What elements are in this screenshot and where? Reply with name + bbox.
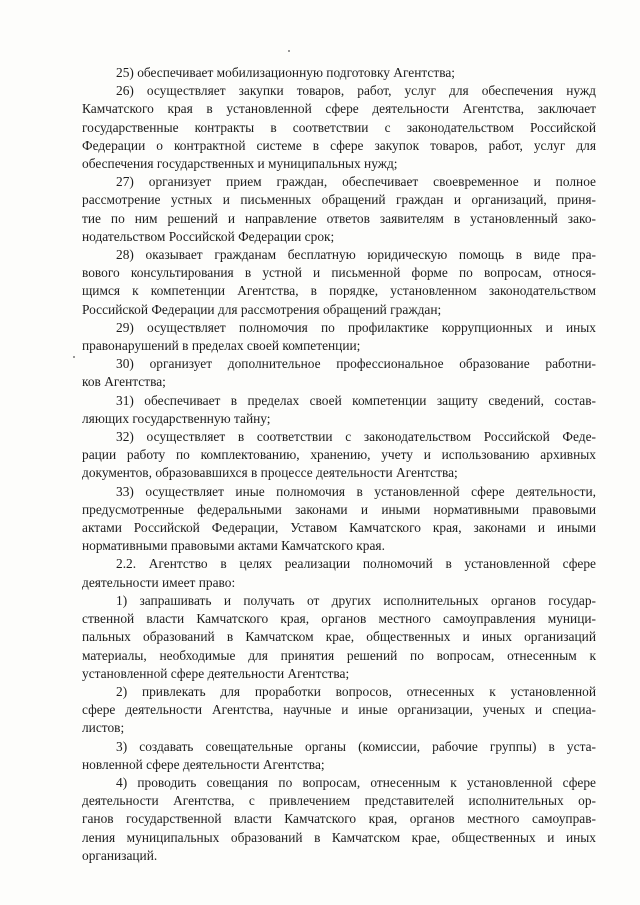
document-paragraph — [82, 173, 596, 246]
scan-speck — [288, 50, 290, 52]
document-paragraph — [82, 774, 596, 865]
text-line: ственной власти Камчатского края, органов местного самоуправления муници- — [82, 611, 596, 627]
text-line: государственные контракты в соответствии с законодательством Российской — [82, 119, 596, 135]
text-line: 33) осуществляет иные полномочия в установленной сфере деятельности, — [116, 483, 596, 499]
text-line: ляющих государственную тайну; — [82, 410, 271, 426]
text-line: установленной сфере деятельности Агентства; — [82, 665, 350, 681]
document-paragraph — [82, 64, 596, 82]
document-paragraph — [82, 738, 596, 774]
text-line: Федерации о контрактной системе в сфере закупок товаров, работ, услуг для — [82, 137, 596, 153]
document-paragraph — [82, 246, 596, 319]
text-line: ганов государственной власти Камчатского края, органов местного самоуправ- — [82, 811, 596, 827]
text-line: вового консультирования в устной и письменной форме по вопросам, относя- — [82, 265, 596, 281]
text-line: материалы, необходимые для принятия решений по вопросам, отнесенным к — [82, 647, 596, 663]
document-page — [82, 64, 596, 865]
text-line: 26) осуществляет закупки товаров, работ, услуг для обеспечения нужд — [116, 83, 596, 99]
text-line: 28) оказывает гражданам бесплатную юридическую помощь в виде пра- — [116, 247, 596, 263]
document-paragraph — [82, 355, 596, 391]
text-line: 2) привлекать для проработки вопросов, отнесенных к установленной — [116, 683, 596, 699]
text-line: новленной сфере деятельности Агентства; — [82, 756, 325, 772]
document-paragraph — [82, 683, 596, 738]
text-line: 1) запрашивать и получать от других исполнительных органов государ- — [116, 592, 596, 608]
text-line: тие по ним решений и направление ответов заявителям в установленный зако- — [82, 210, 596, 226]
text-line: Российской Федерации для рассмотрения обращений граждан; — [82, 301, 442, 317]
text-line: 31) обеспечивает в пределах своей компетенции защиту сведений, состав- — [116, 392, 596, 408]
text-line: обеспечения государственных и муниципальных нужд; — [82, 156, 398, 172]
text-line: листов; — [82, 720, 125, 736]
text-line: 32) осуществляет в соответствии с законодательством Российской Феде- — [116, 429, 596, 445]
document-paragraph — [82, 82, 596, 173]
document-paragraph — [82, 483, 596, 556]
text-line: нодательством Российской Федерации срок; — [82, 228, 335, 244]
text-line: 30) организует дополнительное профессиональное образование работни- — [116, 356, 596, 372]
document-paragraph — [82, 555, 596, 591]
text-line: сфере деятельности Агентства, научные и иные организации, ученых и специа- — [82, 702, 596, 718]
text-line: пальных образований в Камчатском крае, общественных и иных организаций — [82, 629, 596, 645]
text-line: правонарушений в пределах своей компетенции; — [82, 338, 361, 354]
text-line: 29) осуществляет полномочия по профилактике коррупционных и иных — [116, 319, 596, 335]
text-line: ления муниципальных образований в Камчатском крае, общественных и иных — [82, 829, 596, 845]
text-line: организаций. — [82, 847, 158, 863]
text-line: деятельности имеет право: — [82, 574, 236, 590]
scan-speck — [73, 356, 75, 358]
text-line: нормативными правовыми актами Камчатского края. — [82, 538, 385, 554]
text-line: 3) создавать совещательные органы (комиссии, рабочие группы) в уста- — [116, 738, 596, 754]
text-line: ков Агентства; — [82, 374, 166, 390]
text-line: рассмотрение устных и письменных обращений граждан и организаций, приня- — [82, 192, 596, 208]
text-line: 27) организует прием граждан, обеспечивает своевременное и полное — [116, 174, 596, 190]
text-line: Камчатского края в установленной сфере деятельности Агентства, заключает — [82, 101, 596, 117]
text-line: актами Российской Федерации, Уставом Камчатского края, законами и иными — [82, 520, 596, 536]
document-paragraph — [82, 592, 596, 683]
document-paragraph — [82, 428, 596, 483]
text-line: 2.2. Агентство в целях реализации полномочий в установленной сфере — [116, 556, 596, 572]
text-line: деятельности Агентства, с привлечением представителей исполнительных ор- — [82, 793, 596, 809]
text-line: 4) проводить совещания по вопросам, отнесенным к установленной сфере — [116, 774, 596, 790]
text-line: щимся к компетенции Агентства, в порядке, установленном законодательством — [82, 283, 596, 299]
text-line: предусмотренные федеральными законами и иными нормативными правовыми — [82, 501, 596, 517]
text-line: 25) обеспечивает мобилизационную подготовку Агентства; — [116, 65, 456, 80]
text-line: рации работу по комплектованию, хранению, учету и использованию архивных — [82, 447, 596, 463]
document-paragraph — [82, 392, 596, 428]
document-paragraph — [82, 319, 596, 355]
text-line: документов, образовавшихся в процессе деятельности Агентства; — [82, 465, 458, 481]
